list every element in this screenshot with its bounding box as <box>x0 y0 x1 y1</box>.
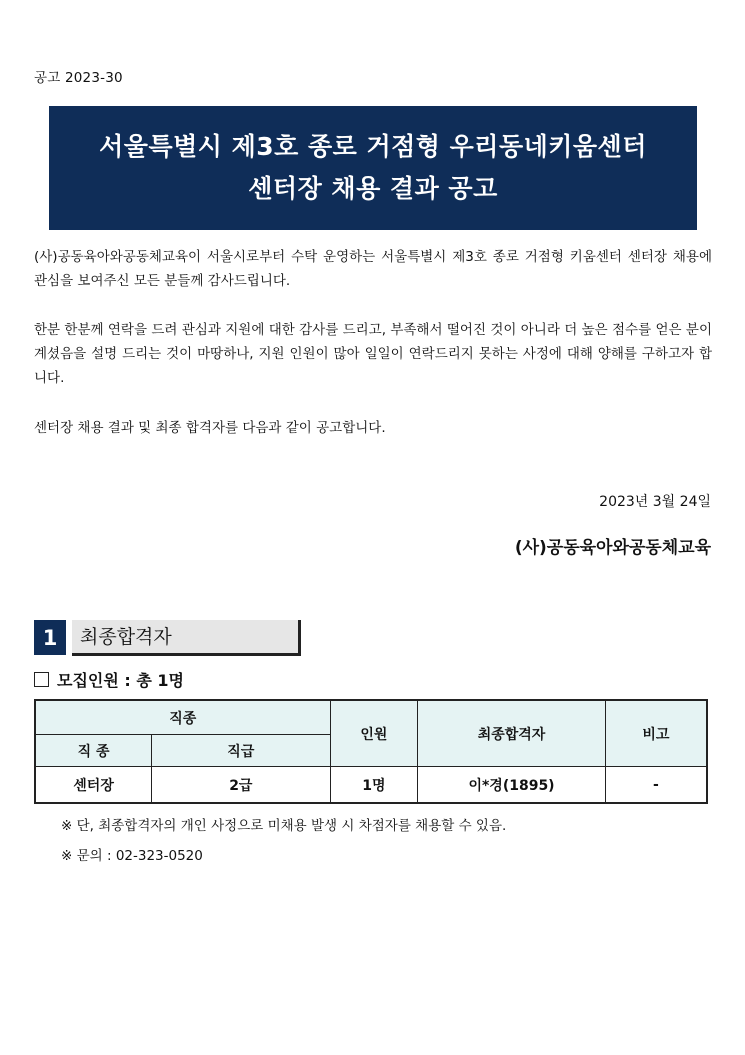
cell-job-type: 센터장 <box>35 767 152 804</box>
organization-name: (사)공동육아와공동체교육 <box>514 538 711 558</box>
notice-number: 공고 2023-30 <box>34 70 123 86</box>
recruit-count: 모집인원 : 총 1명 <box>57 671 184 690</box>
explanation-paragraph: 한분 한분께 연락을 드려 관심과 지원에 대한 감사를 드리고, 부족해서 떨어진 것이 아니라 더 높은 점수를 얻은 분이 계셨음을 설명 드리는 것이 마땅하나, 지원 인원이 많아 일일이 연락드리지 못하는 사정에 대해 양해를 구하고자 합니다. <box>34 322 712 386</box>
title-line-1: 서울특별시 제3호 종로 거점형 우리동네키움센터 <box>99 132 647 161</box>
header-remarks: 비고 <box>605 700 707 767</box>
recruit-count-line <box>34 668 184 691</box>
announcement-paragraph: 센터장 채용 결과 및 최종 합격자를 다음과 같이 공고합니다. <box>34 420 386 436</box>
cell-final: 이*경(1895) <box>418 767 606 804</box>
section-title <box>72 620 301 656</box>
table-row <box>35 767 707 804</box>
intro-paragraph: (사)공동육아와공동체교육이 서울시로부터 수탁 운영하는 서울특별시 제3호 종로 거점형 키움센터 센터장 채용에 관심을 보여주신 모든 분들께 감사드립니다. <box>34 249 712 289</box>
header-final: 최종합격자 <box>418 700 606 767</box>
cell-count: 1명 <box>330 767 418 804</box>
note-alternate: ※ 단, 최종합격자의 개인 사정으로 미채용 발생 시 차점자를 채용할 수 있음. <box>61 818 507 834</box>
title-banner <box>49 106 697 230</box>
checkbox-icon <box>34 672 49 687</box>
note-contact: ※ 문의 : 02-323-0520 <box>61 848 203 864</box>
notice-date: 2023년 3월 24일 <box>599 494 711 510</box>
header-job-type: 직 종 <box>35 735 152 767</box>
section-title-text: 최종합격자 <box>80 626 172 648</box>
section-number: 1 <box>34 620 66 655</box>
header-grade: 직급 <box>152 735 330 767</box>
header-job: 직종 <box>35 700 330 735</box>
cell-remarks: - <box>605 767 707 804</box>
title-line-2: 센터장 채용 결과 공고 <box>248 174 498 203</box>
header-count: 인원 <box>330 700 418 767</box>
result-table <box>34 699 708 804</box>
cell-grade: 2급 <box>152 767 330 804</box>
